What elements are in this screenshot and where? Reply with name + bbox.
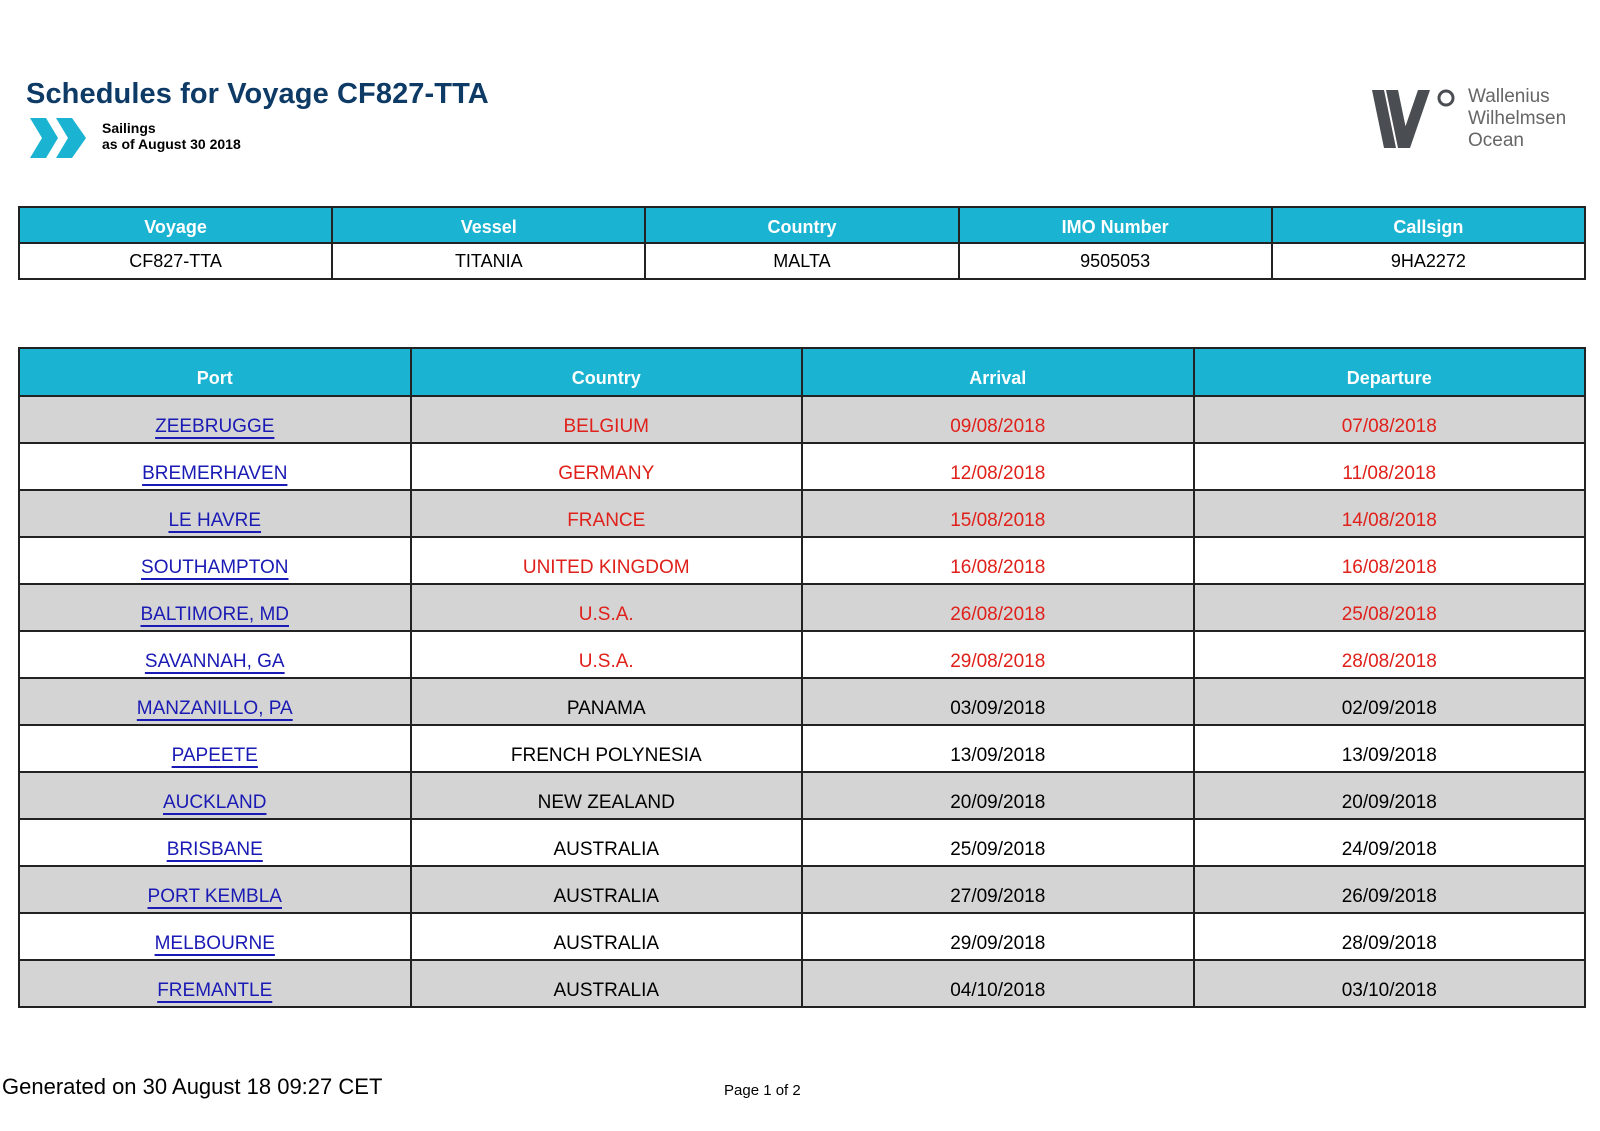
table-row [19, 678, 1585, 725]
table-row [19, 866, 1585, 913]
arrival-cell: 29/09/2018 [802, 913, 1194, 960]
country-cell: BELGIUM [411, 396, 803, 443]
generated-timestamp: Generated on 30 August 18 09:27 CET [2, 1074, 383, 1099]
port-cell [19, 819, 411, 866]
port-link[interactable]: BRISBANE [166, 839, 263, 860]
port-link[interactable]: SOUTHAMPTON [141, 557, 289, 578]
port-link[interactable]: BALTIMORE, MD [140, 604, 289, 625]
subtitle-line-2: as of August 30 2018 [102, 136, 241, 152]
arrival-cell: 13/09/2018 [802, 725, 1194, 772]
port-cell [19, 913, 411, 960]
departure-cell: 25/08/2018 [1194, 584, 1586, 631]
schedule-header-port: Port [19, 348, 411, 396]
country-cell: U.S.A. [411, 631, 803, 678]
arrival-cell: 12/08/2018 [802, 443, 1194, 490]
port-link[interactable]: SAVANNAH, GA [144, 651, 285, 672]
table-row [19, 772, 1585, 819]
voyage-cell-vessel: TITANIA [332, 243, 645, 279]
voyage-data-row [19, 243, 1585, 279]
table-row [19, 631, 1585, 678]
voyage-header-row [19, 207, 1585, 243]
voyage-header-imo: IMO Number [959, 207, 1272, 243]
country-cell: AUSTRALIA [411, 866, 803, 913]
arrival-cell: 27/09/2018 [802, 866, 1194, 913]
port-cell [19, 490, 411, 537]
country-cell: UNITED KINGDOM [411, 537, 803, 584]
page-title: Schedules for Voyage CF827-TTA [26, 78, 489, 110]
voyage-cell-country: MALTA [645, 243, 958, 279]
port-link[interactable]: PAPEETE [171, 745, 258, 766]
country-cell: NEW ZEALAND [411, 772, 803, 819]
table-row [19, 913, 1585, 960]
voyage-cell-voyage: CF827-TTA [19, 243, 332, 279]
table-row [19, 584, 1585, 631]
table-row [19, 537, 1585, 584]
sailings-subtitle [102, 120, 241, 152]
departure-cell: 14/08/2018 [1194, 490, 1586, 537]
port-link[interactable]: ZEEBRUGGE [155, 416, 275, 437]
departure-cell: 16/08/2018 [1194, 537, 1586, 584]
table-row [19, 396, 1585, 443]
departure-cell: 28/08/2018 [1194, 631, 1586, 678]
schedule-header-row [19, 348, 1585, 396]
port-cell [19, 443, 411, 490]
departure-cell: 24/09/2018 [1194, 819, 1586, 866]
country-cell: GERMANY [411, 443, 803, 490]
arrival-cell: 25/09/2018 [802, 819, 1194, 866]
brand-name-line-1: Wallenius [1468, 86, 1550, 107]
brand-name-line-3: Ocean [1468, 130, 1524, 151]
port-link[interactable]: MANZANILLO, PA [136, 698, 293, 719]
voyage-header-callsign: Callsign [1272, 207, 1585, 243]
departure-cell: 20/09/2018 [1194, 772, 1586, 819]
country-cell: U.S.A. [411, 584, 803, 631]
country-cell: FRENCH POLYNESIA [411, 725, 803, 772]
schedule-header-departure: Departure [1194, 348, 1586, 396]
departure-cell: 28/09/2018 [1194, 913, 1586, 960]
arrival-cell: 16/08/2018 [802, 537, 1194, 584]
port-cell [19, 866, 411, 913]
brand-name [1468, 86, 1566, 152]
port-cell [19, 584, 411, 631]
schedule-body [19, 396, 1585, 1007]
country-cell: AUSTRALIA [411, 960, 803, 1007]
country-cell: AUSTRALIA [411, 819, 803, 866]
port-cell [19, 631, 411, 678]
table-row [19, 960, 1585, 1007]
arrival-cell: 29/08/2018 [802, 631, 1194, 678]
port-link[interactable]: MELBOURNE [154, 933, 275, 954]
subtitle-line-1: Sailings [102, 120, 156, 136]
departure-cell: 11/08/2018 [1194, 443, 1586, 490]
schedule-table [18, 347, 1586, 1008]
brand-name-line-2: Wilhelmsen [1468, 108, 1567, 129]
departure-cell: 02/09/2018 [1194, 678, 1586, 725]
table-row [19, 490, 1585, 537]
schedule-header-arrival: Arrival [802, 348, 1194, 396]
table-row [19, 725, 1585, 772]
chevrons-icon [28, 116, 90, 160]
departure-cell: 13/09/2018 [1194, 725, 1586, 772]
port-link[interactable]: AUCKLAND [163, 792, 267, 813]
port-cell [19, 537, 411, 584]
country-cell: PANAMA [411, 678, 803, 725]
departure-cell: 03/10/2018 [1194, 960, 1586, 1007]
page-number: Page 1 of 2 [724, 1082, 801, 1099]
port-link[interactable]: BREMERHAVEN [142, 463, 288, 484]
arrival-cell: 15/08/2018 [802, 490, 1194, 537]
arrival-cell: 03/09/2018 [802, 678, 1194, 725]
voyage-cell-imo: 9505053 [959, 243, 1272, 279]
port-cell [19, 772, 411, 819]
voyage-header-vessel: Vessel [332, 207, 645, 243]
schedule-header-country: Country [411, 348, 803, 396]
voyage-header-voyage: Voyage [19, 207, 332, 243]
port-cell [19, 725, 411, 772]
brand-logo-icon [1372, 86, 1462, 156]
voyage-header-country: Country [645, 207, 958, 243]
arrival-cell: 04/10/2018 [802, 960, 1194, 1007]
table-row [19, 443, 1585, 490]
arrival-cell: 26/08/2018 [802, 584, 1194, 631]
port-link[interactable]: LE HAVRE [168, 510, 262, 531]
port-cell [19, 678, 411, 725]
port-cell [19, 960, 411, 1007]
country-cell: AUSTRALIA [411, 913, 803, 960]
port-link[interactable]: PORT KEMBLA [147, 886, 282, 907]
port-link[interactable]: FREMANTLE [157, 980, 273, 1001]
departure-cell: 07/08/2018 [1194, 396, 1586, 443]
arrival-cell: 09/08/2018 [802, 396, 1194, 443]
table-row [19, 819, 1585, 866]
country-cell: FRANCE [411, 490, 803, 537]
port-cell [19, 396, 411, 443]
voyage-info-table [18, 206, 1586, 280]
arrival-cell: 20/09/2018 [802, 772, 1194, 819]
departure-cell: 26/09/2018 [1194, 866, 1586, 913]
voyage-cell-callsign: 9HA2272 [1272, 243, 1585, 279]
